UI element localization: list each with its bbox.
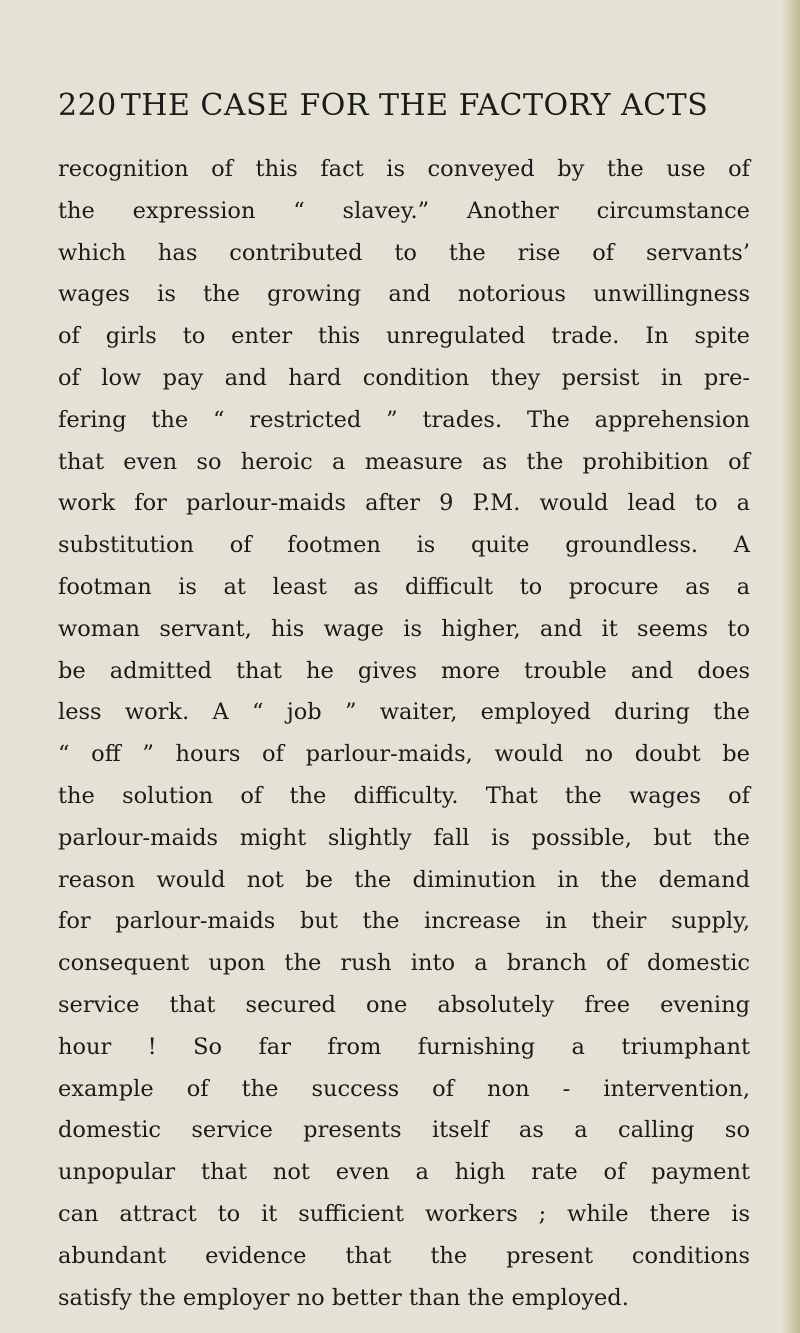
text-line: footman is at least as difficult to procure as a <box>58 573 750 600</box>
text-line: substitution of footmen is quite groundless. A <box>58 532 750 559</box>
text-line: service that secured one absolutely free evening <box>58 991 750 1018</box>
text-line: hour ! So far from furnishing a triumphant <box>58 1033 750 1060</box>
body-text <box>58 149 750 1319</box>
text-line: woman servant, his wage is higher, and it seems to <box>58 615 750 642</box>
text-line: example of the success of non - intervention, <box>58 1075 750 1102</box>
text-line: the solution of the difficulty. That the wages of <box>58 782 750 809</box>
text-line: which has contributed to the rise of servants’ <box>58 239 750 266</box>
text-line: work for parlour-maids after 9 P.M. would lead to a <box>58 490 750 517</box>
text-line: that even so heroic a measure as the prohibition of <box>58 448 750 475</box>
text-line: fering the “ restricted ” trades. The apprehension <box>58 406 750 433</box>
text-line: can attract to it sufficient workers ; while there is <box>58 1200 750 1227</box>
running-title: THE CASE FOR THE FACTORY ACTS <box>120 88 709 123</box>
running-head <box>58 86 748 126</box>
page-number: 220 <box>58 88 117 123</box>
text-line: satisfy the employer no better than the employed. <box>58 1284 629 1311</box>
text-line: be admitted that he gives more trouble and does <box>58 657 750 684</box>
text-line: the expression “ slavey.” Another circumstance <box>58 197 750 224</box>
text-line: reason would not be the diminution in the demand <box>58 866 750 893</box>
text-line: recognition of this fact is conveyed by the use of <box>58 156 750 182</box>
text-line: parlour-maids might slightly fall is possible, but the <box>58 824 750 851</box>
text-line: “ off ” hours of parlour-maids, would no doubt be <box>58 741 750 768</box>
text-line: of low pay and hard condition they persist in pre- <box>58 364 750 391</box>
text-line: of girls to enter this unregulated trade. In spite <box>58 323 750 350</box>
page-edge-shading <box>782 0 800 1333</box>
text-line: less work. A “ job ” waiter, employed during the <box>58 699 750 726</box>
text-line: unpopular that not even a high rate of payment <box>58 1159 750 1186</box>
text-line: wages is the growing and notorious unwillingness <box>58 281 750 308</box>
text-line: abundant evidence that the present conditions <box>58 1242 750 1269</box>
text-line: consequent upon the rush into a branch of domestic <box>58 950 750 977</box>
text-line: for parlour-maids but the increase in their supply, <box>58 908 750 935</box>
text-line: domestic service presents itself as a calling so <box>58 1117 750 1144</box>
